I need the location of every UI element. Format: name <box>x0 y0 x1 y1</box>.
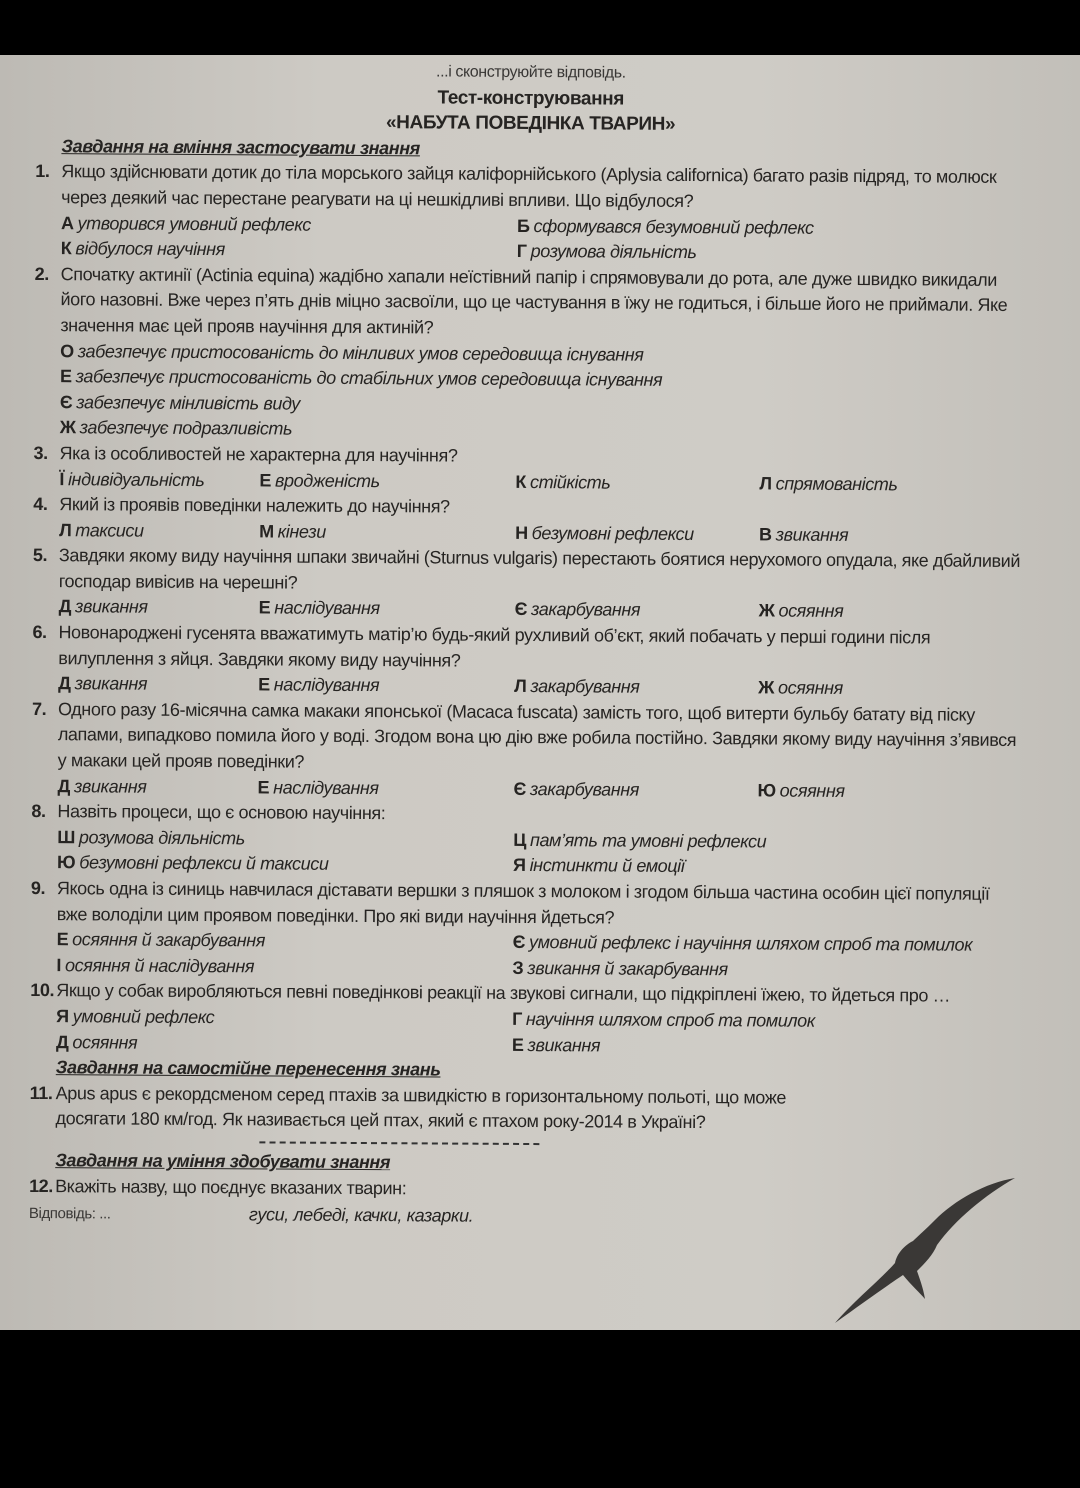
answer-option[interactable] <box>757 778 1021 805</box>
option-text: звикання <box>73 775 147 797</box>
answer-option[interactable] <box>59 518 259 545</box>
answer-option[interactable] <box>512 1032 1020 1061</box>
question-10 <box>30 978 1020 1061</box>
answer-option[interactable] <box>57 851 513 879</box>
option-text: безумовні рефлекси <box>531 522 694 544</box>
answer-option[interactable] <box>59 595 259 622</box>
option-letter: Л <box>514 676 527 697</box>
option-text: утворився умовний рефлекс <box>77 212 311 235</box>
test-topic: «НАБУТА ПОВЕДІНКА ТВАРИН» <box>385 112 676 136</box>
option-letter: Е <box>258 674 270 695</box>
answer-option[interactable] <box>258 673 514 700</box>
answer-options <box>56 1004 1020 1061</box>
answer-label: Відповідь: ... <box>28 1205 111 1223</box>
option-text: спрямованість <box>775 473 898 494</box>
question-8 <box>31 799 1021 882</box>
question-number: 4. <box>33 494 48 515</box>
option-text: забезпечує пристосованість до стабільних умов середовища існування <box>75 366 663 390</box>
answer-options <box>56 927 1020 984</box>
question-2 <box>34 262 1025 447</box>
option-text: звикання <box>775 524 849 545</box>
question-row <box>31 876 1021 933</box>
option-text: стійкість <box>529 471 611 493</box>
option-text: умовний рефлекс і научіння шляхом спроб та помилок <box>528 932 973 955</box>
answer-option[interactable] <box>259 468 515 495</box>
answer-option[interactable] <box>759 471 1023 498</box>
option-letter: Д <box>58 596 72 617</box>
question-number: 8. <box>31 801 46 822</box>
option-text: пам’ять та умовні рефлекси <box>529 829 767 852</box>
question-3 <box>33 441 1023 498</box>
option-letter: Н <box>515 522 528 543</box>
option-text: осяяння <box>777 677 843 699</box>
answer-option[interactable] <box>515 597 759 624</box>
question-stem: Який із проявів поведінки належить до научіння? <box>59 494 450 517</box>
option-letter: Д <box>55 1031 69 1052</box>
option-letter: Г <box>512 1008 523 1029</box>
option-letter: Б <box>516 215 530 236</box>
option-text: кінези <box>277 521 326 542</box>
option-letter: Ю <box>57 852 76 873</box>
option-text: закарбування <box>530 676 640 697</box>
option-letter: Е <box>257 776 270 798</box>
question-stem: Одного разу 16-місячна самка макаки японської (Macaca fuscata) замість того, щоб витерти бульбу батату від піску лапами, випадково помила його у воді. Згодом вона цю дію вже робила постійно. Завдяки якому виду научіння з’явився у макаки цей прояв поведінки? <box>57 698 1017 772</box>
option-letter: Г <box>516 241 527 262</box>
question-number: 10. <box>30 980 55 1001</box>
question-number: 12. <box>29 1175 53 1196</box>
answer-option[interactable] <box>57 825 513 853</box>
answer-option[interactable] <box>57 927 513 955</box>
option-letter: В <box>759 524 772 545</box>
option-text: вродженість <box>274 469 380 491</box>
question-1 <box>35 159 1026 267</box>
option-letter: Є <box>513 778 527 799</box>
option-letter: Ц <box>513 829 527 850</box>
question-stem: Новонароджені гусенята вважатимуть матір’ю будь-який рухливий об’єкт, який побачать у перші години після вилуплення з яйця. Завдяки якому виду научіння? <box>58 622 931 671</box>
question-stem: Завдяки якому виду научіння шпаки звичайні (Sturnus vulgaris) перестають боятися нерухомого опудала, яке дбайливий господар вивісив на черешні? <box>58 545 1021 593</box>
answer-option[interactable] <box>512 956 1020 985</box>
option-text: осяяння <box>779 780 845 801</box>
answer-option[interactable] <box>57 774 257 801</box>
answer-options <box>57 825 1021 882</box>
question-number: 11. <box>29 1082 53 1103</box>
option-text: індивідуальність <box>67 468 205 490</box>
option-text: інстинкти й емоції <box>529 855 685 877</box>
section-heading-research: Завдання на уміння здобувати знання <box>55 1150 391 1173</box>
option-letter: Е <box>258 597 271 618</box>
question-stem: Apus apus є рекордсменом серед птахів за швидкістю в горизонтальному польоті, що може досягати 180 км/год. Як називається цей птах, який є птахом року-2014 в Україні? <box>55 1082 787 1133</box>
option-text: научіння шляхом спроб та помилок <box>525 1008 815 1031</box>
question-stem: Якщо у собак виробляються певні поведінкові реакції на звукові сигнали, що підкріплені їжею, то йдеться про … <box>56 980 951 1006</box>
answer-option[interactable] <box>257 775 513 802</box>
answer-option[interactable] <box>759 522 1023 549</box>
option-text: забезпечує подразливість <box>79 417 293 439</box>
option-letter: Є <box>512 932 526 953</box>
question-number: 2. <box>34 263 49 284</box>
question-7 <box>31 697 1022 805</box>
option-text: безумовні рефлекси й таксиси <box>79 852 329 875</box>
option-letter: З <box>512 957 524 978</box>
question-number: 7. <box>31 698 47 719</box>
answer-option[interactable] <box>259 519 515 546</box>
question-list <box>30 159 1025 1061</box>
test-title: Тест-конструювання <box>437 87 625 110</box>
option-text: забезпечує мінливість виду <box>76 391 300 414</box>
option-text: розумова діяльність <box>78 827 245 849</box>
option-text: звикання <box>74 673 148 694</box>
option-letter: Е <box>59 366 72 387</box>
option-text: сформувався безумовний рефлекс <box>533 215 814 238</box>
answer-option[interactable] <box>259 596 515 623</box>
option-letter: Ж <box>59 417 76 438</box>
question-number: 5. <box>32 545 48 566</box>
answer-option[interactable] <box>517 239 1025 268</box>
question-6 <box>32 620 1022 703</box>
swift-bird-illustration <box>825 1175 1025 1325</box>
question-row <box>32 697 1022 780</box>
answer-option[interactable] <box>513 777 757 804</box>
question-number: 1. <box>35 161 50 182</box>
question-row <box>35 159 1025 216</box>
answer-options <box>61 211 1025 268</box>
option-text: наслідування <box>274 597 380 619</box>
answer-blank-line[interactable] <box>259 1141 539 1145</box>
question-stem: Назвіть процеси, що є основою научіння: <box>57 801 386 824</box>
option-text: наслідування <box>273 777 379 798</box>
option-text: осяяння <box>72 1031 138 1053</box>
question-4 <box>33 492 1023 549</box>
option-letter: Д <box>57 775 71 796</box>
option-text: звикання <box>75 596 148 618</box>
animal-list: гуси, лебеді, качки, казарки. <box>248 1204 474 1226</box>
option-letter: Е <box>56 929 69 950</box>
answer-option[interactable] <box>759 599 1023 626</box>
section-heading-apply: Завдання на вміння застосувати знання <box>61 135 420 159</box>
answer-option[interactable] <box>58 671 258 698</box>
option-letter: Е <box>511 1034 524 1055</box>
option-text: осяяння <box>778 601 844 622</box>
option-letter: А <box>60 212 74 233</box>
answer-option[interactable] <box>514 674 758 701</box>
question-number: 9. <box>30 877 46 899</box>
answer-option[interactable] <box>513 930 1021 959</box>
question-row <box>32 620 1022 677</box>
option-letter: К <box>515 471 527 492</box>
option-letter: Є <box>514 599 528 620</box>
question-number: 6. <box>32 622 47 643</box>
answer-option[interactable] <box>513 853 1021 882</box>
option-text: розумова діяльність <box>530 241 697 263</box>
answer-option[interactable] <box>61 236 517 264</box>
question-9 <box>30 876 1021 984</box>
answer-option[interactable] <box>56 1004 512 1032</box>
question-stem: Яка із особливостей не характерна для научіння? <box>59 443 458 466</box>
option-letter: О <box>60 340 74 361</box>
option-letter: Ж <box>758 600 775 621</box>
header-fragment: ...і сконструюйте відповідь. <box>436 63 626 82</box>
option-text: звикання <box>527 1034 601 1056</box>
option-text: таксиси <box>75 519 144 541</box>
option-letter: Ш <box>57 826 75 848</box>
option-text: умовний рефлекс <box>72 1006 215 1028</box>
option-text: закарбування <box>530 599 641 621</box>
option-text: осяяння й наслідування <box>65 954 255 977</box>
answer-option[interactable] <box>758 676 1022 703</box>
option-letter: Ю <box>757 780 776 801</box>
option-letter: Є <box>59 391 73 412</box>
page-content <box>29 57 1026 1233</box>
option-text: звикання й закарбування <box>527 957 728 980</box>
answer-option[interactable] <box>513 828 1021 857</box>
option-letter: Д <box>58 673 71 694</box>
section-heading-transfer: Завдання на самостійне перенесення знань <box>55 1057 441 1080</box>
option-letter: Л <box>59 519 72 540</box>
option-letter: Ж <box>758 677 775 698</box>
answer-option[interactable] <box>515 469 759 496</box>
question-5 <box>33 543 1023 626</box>
answer-option[interactable] <box>517 214 1025 243</box>
option-text: забезпечує пристосованість до мінливих умов середовища існування <box>77 340 644 365</box>
option-letter: Л <box>759 472 772 494</box>
question-stem: Якщо здійснювати дотик до тіла морського зайця каліфорнійського (Aplysia californica) багато разів підряд, то молюск через деякий час перестане реагувати на ці нешкідливі впливи. Що відбулося? <box>61 161 997 211</box>
option-text: відбулося научіння <box>75 238 225 260</box>
question-11 <box>29 1081 809 1137</box>
option-letter: М <box>259 521 274 542</box>
question-stem: Вкажіть назву, що поєднує вказаних тварин: <box>55 1175 407 1198</box>
option-text: закарбування <box>529 778 640 800</box>
question-stem: Спочатку актинії (Actinia equina) жадібно хапали неїстівний папір і спрямовували до рота, але дуже швидко викидали його назовні. Вже через п’ять днів міцно засвоїли, що це частування в їжу не годиться, і більше його не приймали. Яке значення має цей прояв научіння для актиній? <box>60 263 1008 338</box>
answer-option[interactable] <box>56 953 512 981</box>
option-text: наслідування <box>273 674 380 696</box>
answer-option[interactable] <box>515 521 759 548</box>
answer-option[interactable] <box>61 211 517 239</box>
option-letter: К <box>60 238 72 259</box>
textbook-page <box>0 55 1080 1330</box>
option-text: осяяння й закарбування <box>72 929 266 951</box>
question-number: 3. <box>33 442 48 463</box>
option-letter: Ї <box>59 468 65 489</box>
question-row <box>33 543 1023 600</box>
answer-option[interactable] <box>56 1030 512 1058</box>
answer-option[interactable] <box>59 467 259 494</box>
answer-option[interactable] <box>512 1007 1020 1036</box>
answer-options <box>60 339 1025 447</box>
question-stem: Якось одна із синиць навчилася діставати вершки з пляшок з молоком і згодом більша частина особин цієї популяції вже володіли цим проявом поведінки. Про які види научіння йдеться? <box>56 878 990 928</box>
option-letter: Я <box>56 1006 69 1027</box>
option-letter: Я <box>513 855 526 876</box>
option-letter: Е <box>259 469 272 490</box>
question-row <box>34 262 1024 345</box>
option-letter: І <box>56 954 62 975</box>
